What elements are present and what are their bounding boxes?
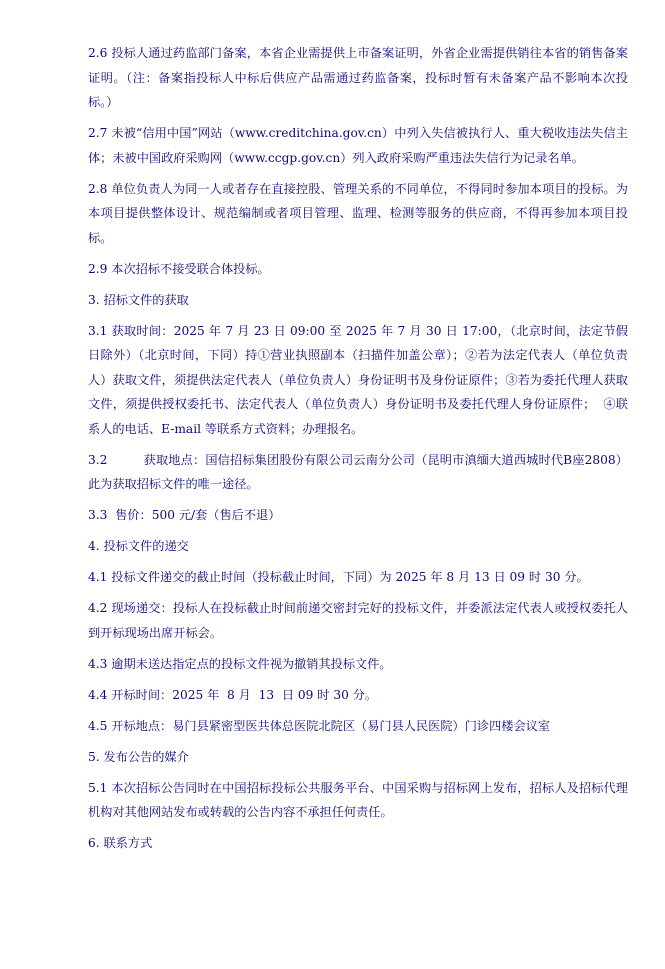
clause-4-4: 4.4 开标时间：2025 年 8 月 13 日 09 时 30 分。 [88, 687, 378, 702]
clause-2-9: 2.9 本次招标不接受联合体投标。 [88, 261, 270, 276]
clause-2-8: 2.8 单位负责人为同一人或者存在直接控股、管理关系的不同单位，不得同时参加本项目的投标。为本项目提供整体设计、规范编制或者项目管理、监理、检测等服务的供应商，不得再参加本项目投标。 [88, 181, 628, 245]
clause-4-2: 4.2 现场递交：投标人在投标截止时间前递交密封完好的投标文件，并委派法定代表人或授权委托人到开标现场出席开标会。 [88, 601, 628, 640]
section-heading-6: 6. 联系方式 [88, 836, 153, 850]
clause-3-2: 3.2 获取地点：国信招标集团股份有限公司云南分公司（昆明市滇缅大道西城时代B座2808）此为获取招标文件的唯一途径。 [88, 452, 628, 491]
section-heading-4: 4. 投标文件的递交 [88, 539, 189, 553]
section-heading-5: 5. 发布公告的媒介 [88, 749, 189, 764]
clause-3-3: 3.3 售价：500 元/套（售后不退） [88, 508, 281, 522]
clause-2-6: 2.6 投标人通过药监部门备案，本省企业需提供上市备案证明，外省企业需提供销往本省的销售备案证明。（注：备案指投标人中标后供应产品需通过药监备案，投标时暂有未备案产品不影响本次投标。） [88, 46, 628, 109]
section-heading-3: 3. 招标文件的获取 [88, 292, 189, 307]
clause-2-7: 2.7 未被“信用中国”网站（www.creditchina.gov.cn）中列入失信被执行人、重大税收违法失信主体；未被中国政府采购网（www.ccgp.gov.cn）列入政府采购严重违法失信行为记录名单。 [88, 126, 628, 165]
clause-3-1: 3.1 获取时间：2025 年 7 月 23 日 09:00 至 2025 年 7 月 30 日 17:00，（北京时间，法定节假日除外）（北京时间，下同）持①营业执照副本（扫描件加盖公章）；②若为法定代表人（单位负责人）获取文件，须提供法定代表人（单位负责人）身份证明书及身份证原件；③若为委托代理人获取文件，须提供授权委托书、法定代表人（单位负责人）身份证明书及委托代理人身份证原件； ④联系人的电话、E-mail 等联系方式资料；办理报名。 [88, 323, 628, 436]
clause-5-1: 5.1 本次招标公告同时在中国招标投标公共服务平台、中国采购与招标网上发布，招标人及招标代理机构对其他网站发布或转载的公告内容不承担任何责任。 [88, 780, 628, 819]
clause-4-1: 4.1 投标文件递交的截止时间（投标截止时间，下同）为 2025 年 8 月 13 日 09 时 30 分。 [88, 570, 589, 584]
clause-4-3: 4.3 逾期未送达指定点的投标文件视为撤销其投标文件。 [88, 656, 392, 671]
clause-4-5: 4.5 开标地点：易门县紧密型医共体总医院北院区（易门县人民医院）门诊四楼会议室 [88, 718, 551, 733]
document-body [88, 41, 628, 862]
